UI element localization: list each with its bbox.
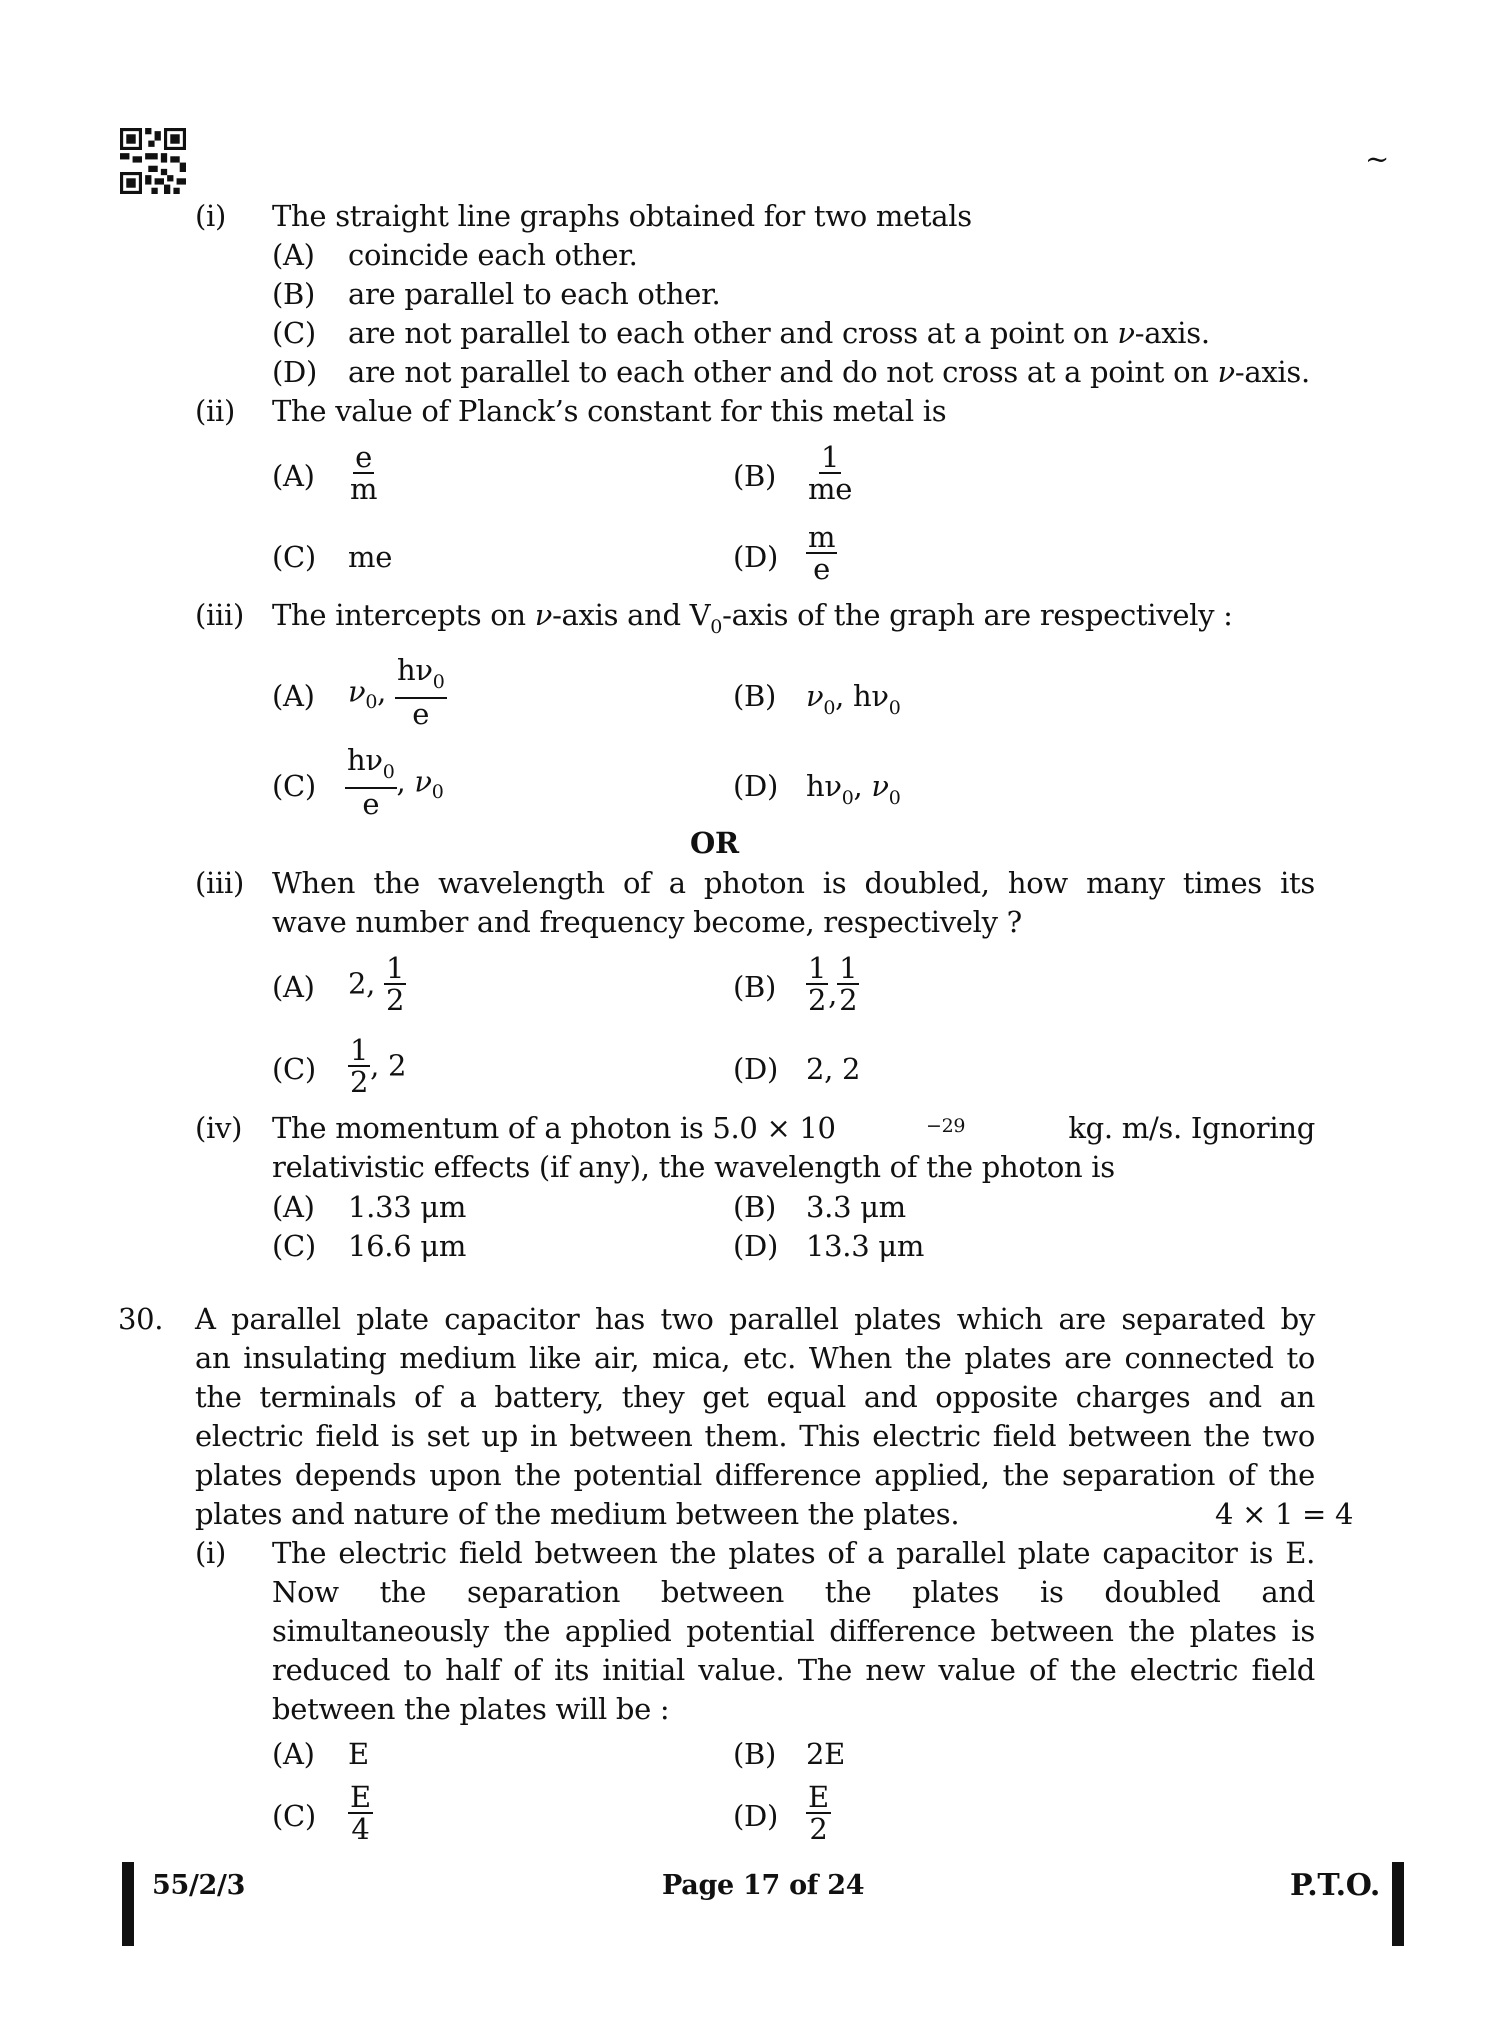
q30-number: 30. [118, 1302, 164, 1336]
option-value: $\frac{1}{2}$ , 2 [350, 1033, 407, 1099]
option-fraction: $\frac{m}{e}$ [808, 520, 836, 586]
q30-line: plates and nature of the medium between the plates. [195, 1497, 960, 1531]
option-fraction: $\frac{E}{4}$ [350, 1780, 371, 1846]
option-value: $\frac{h\nu_0}{e}$ , $\nu_0$ [347, 743, 444, 821]
q29-iii-number: (iii) [195, 598, 244, 632]
q29-ii-number: (ii) [195, 394, 235, 428]
q29-ii-text: The value of Planck’s constant for this metal is [272, 394, 947, 428]
q30-line: electric field is set up in between them. This electric field between the two [195, 1419, 1315, 1453]
qr-code-icon [120, 128, 186, 194]
option-label: (D) [733, 1799, 778, 1833]
option-label: (B) [733, 1190, 777, 1224]
q30-line: plates depends upon the potential difference applied, the separation of the [195, 1458, 1315, 1492]
option-label: (C) [272, 1799, 316, 1833]
option-label: (B) [272, 277, 316, 311]
option-label: (B) [733, 1737, 777, 1771]
page-corner-mark: ~ [1365, 142, 1389, 176]
option-label: (B) [733, 459, 777, 493]
q29-iii-alt-number: (iii) [195, 866, 244, 900]
option-label: (D) [733, 1052, 778, 1086]
footer-left-bar [122, 1862, 134, 1946]
q29-iii-alt-line2: wave number and frequency become, respectively ? [272, 905, 1022, 939]
option-value: 2, $\frac{1}{2}$ [348, 951, 405, 1017]
or-separator: OR [690, 826, 739, 860]
option-label: (A) [272, 238, 315, 272]
option-value: $\nu_0$, $h\nu_0$ [806, 679, 901, 719]
pto-label: P.T.O. [1290, 1868, 1380, 1903]
q30-i-line: between the plates will be : [272, 1692, 670, 1726]
option-value: $\nu_0$, $\frac{h\nu_0}{e}$ [348, 653, 445, 731]
option-label: (D) [733, 1229, 778, 1263]
footer-right-bar [1392, 1862, 1404, 1946]
q30-marks: 4 × 1 = 4 [1215, 1497, 1354, 1531]
q30-i-line: Now the separation between the plates is doubled and [272, 1575, 1315, 1609]
option-value: $\frac{1}{2}$ , $\frac{1}{2}$ [808, 951, 858, 1017]
option-label: (A) [272, 1737, 315, 1771]
option-fraction: $\frac{E}{2}$ [808, 1780, 829, 1846]
q29-i-text: The straight line graphs obtained for two metals [272, 199, 972, 233]
option-text: are not parallel to each other and do not cross at a point on ν-axis. [348, 355, 1310, 389]
option-text: 13.3 μm [806, 1229, 925, 1263]
q30-i-line: simultaneously the applied potential difference between the plates is [272, 1614, 1315, 1648]
option-text: are parallel to each other. [348, 277, 721, 311]
option-fraction: $\frac{e}{m}$ [350, 440, 378, 506]
q29-iii-text: The intercepts on ν-axis and $V_0$-axis of the graph are respectively : [272, 598, 1233, 638]
option-label: (C) [272, 1052, 316, 1086]
page-number: Page 17 of 24 [662, 1870, 865, 1901]
q30-line: an insulating medium like air, mica, etc. When the plates are connected to [195, 1341, 1315, 1375]
option-text: 2E [806, 1737, 846, 1771]
q29-i-number: (i) [195, 199, 227, 233]
q29-iii-alt-line1: When the wavelength of a photon is doubled, how many times its [272, 866, 1315, 900]
paper-code: 55/2/3 [152, 1870, 246, 1901]
q29-iv-number: (iv) [195, 1111, 243, 1145]
q30-i-number: (i) [195, 1536, 227, 1570]
option-text: 16.6 μm [348, 1229, 467, 1263]
option-text: coincide each other. [348, 238, 638, 272]
option-label: (D) [733, 769, 778, 803]
q30-i-line: The electric field between the plates of a parallel plate capacitor is E. [272, 1536, 1315, 1570]
option-label: (A) [272, 970, 315, 1004]
option-label: (C) [272, 769, 316, 803]
option-text: E [348, 1737, 369, 1771]
option-text: 3.3 μm [806, 1190, 906, 1224]
option-label: (C) [272, 1229, 316, 1263]
option-label: (D) [272, 355, 317, 389]
q29-iv-line2: relativistic effects (if any), the wavelength of the photon is [272, 1150, 1115, 1184]
option-label: (B) [733, 970, 777, 1004]
option-text: are not parallel to each other and cross at a point on ν-axis. [348, 316, 1210, 350]
q29-iv-line1: The momentum of a photon is 5.0 × 10 [272, 1111, 836, 1145]
q30-line: the terminals of a battery, they get equal and opposite charges and an [195, 1380, 1315, 1414]
option-label: (A) [272, 1190, 315, 1224]
option-fraction: $\frac{1}{me}$ [808, 440, 853, 506]
q30-line: A parallel plate capacitor has two parallel plates which are separated by [195, 1302, 1315, 1336]
option-value: $h\nu_0$, $\nu_0$ [806, 769, 901, 809]
option-text: 2, 2 [806, 1052, 861, 1086]
option-label: (D) [733, 540, 778, 574]
option-label: (A) [272, 679, 315, 713]
option-text: me [348, 540, 393, 574]
option-label: (B) [733, 679, 777, 713]
option-label: (C) [272, 540, 316, 574]
option-label: (A) [272, 459, 315, 493]
option-text: 1.33 μm [348, 1190, 467, 1224]
q29-iv-line1-end: −29 kg. m/s. Ignoring [926, 1111, 1315, 1145]
option-label: (C) [272, 316, 316, 350]
q30-i-line: reduced to half of its initial value. The new value of the electric field [272, 1653, 1315, 1687]
